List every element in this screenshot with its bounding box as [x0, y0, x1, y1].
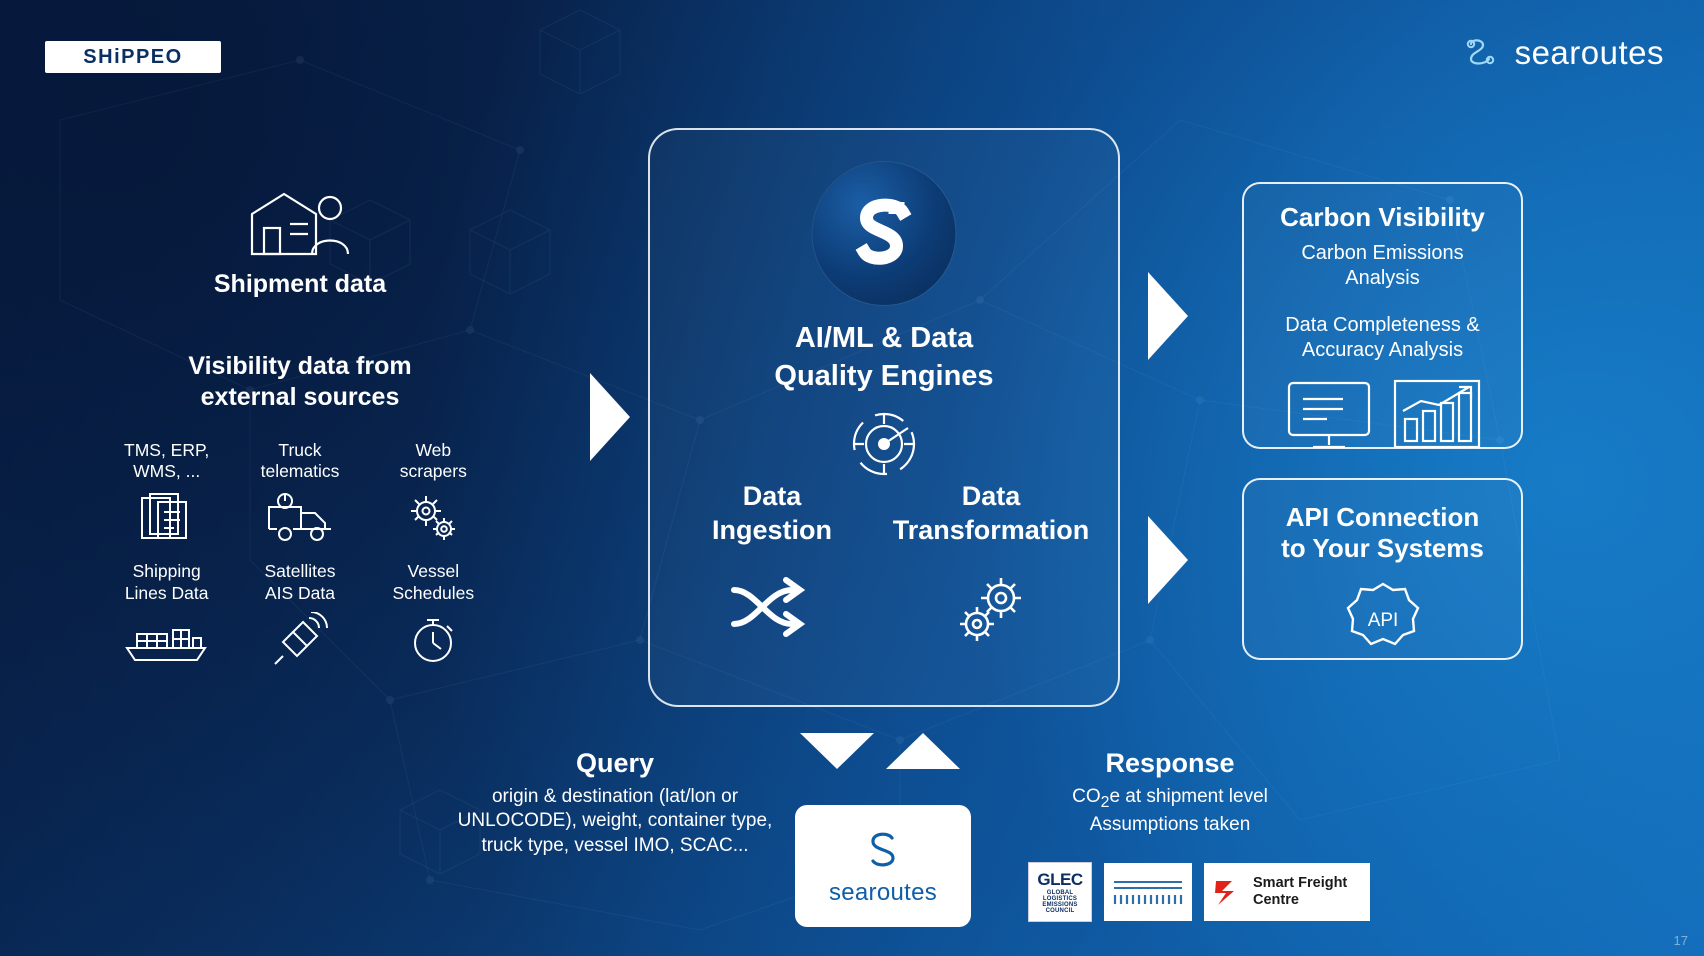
searoutes-service-card [795, 805, 971, 927]
searoutes-logo-text: searoutes [1514, 34, 1664, 71]
documents-icon [102, 487, 232, 549]
data-ingestion-label: Data Ingestion [712, 481, 832, 545]
shippeo-logo-text: SHiPPEO [83, 45, 183, 68]
query-title: Query [575, 748, 655, 778]
source-grid [100, 440, 500, 672]
smart-freight-centre-text: Smart Freight Centre [1253, 875, 1348, 908]
visibility-data-title: Visibility data from external sources [188, 352, 412, 412]
arrow-engine-to-api-connection [1148, 516, 1188, 604]
engine-panel [648, 128, 1120, 707]
gears-icon [876, 574, 1106, 650]
container-ship-icon [102, 609, 232, 671]
arrow-engine-to-carbon-visibility [1148, 272, 1188, 360]
response-body: $CO_2e$ at shipment level Assumptions taken [1072, 786, 1268, 836]
data-sources-column [100, 180, 500, 671]
carbon-visibility-icons [1244, 377, 1521, 451]
gears-icon [368, 487, 498, 549]
glec-badge-title: GLEC [1037, 869, 1083, 889]
source-label: Satellites AIS Data [264, 561, 336, 604]
searoutes-logo [1461, 32, 1664, 74]
source-item-web-scrapers [368, 440, 498, 550]
query-response-funnel [800, 733, 960, 771]
output-card-api-connection[interactable] [1242, 478, 1523, 660]
api-badge-icon [1244, 580, 1521, 658]
searoutes-s-mark [813, 162, 956, 305]
searoutes-mark-icon [861, 825, 905, 875]
glec-badge [1028, 862, 1092, 922]
carbon-visibility-title: Carbon Visibility [1280, 202, 1485, 232]
searoutes-card-text: searoutes [828, 879, 938, 906]
engine-title: AI/ML & Data Quality Engines [774, 322, 994, 392]
monitor-report-icon [1283, 377, 1375, 451]
source-label: Web scrapers [399, 439, 467, 482]
source-item-shipping-lines-data [102, 551, 232, 671]
source-item-tms-erp-wms [102, 440, 232, 550]
shipment-data-title: Shipment data [213, 270, 387, 298]
certification-badges [1028, 862, 1370, 922]
data-ingestion-module [672, 480, 872, 640]
smart-freight-centre-badge [1204, 863, 1370, 921]
source-label: TMS, ERP, WMS, ... [124, 439, 210, 482]
searoutes-mark-icon [1461, 32, 1503, 74]
arrow-sources-to-engine [590, 373, 630, 461]
response-title: Response [1105, 748, 1235, 778]
source-label: Shipping Lines Data [124, 561, 209, 604]
shuffle-arrows-icon [672, 574, 872, 640]
smart-freight-lines-badge [1104, 863, 1192, 921]
shippeo-logo [45, 41, 221, 73]
glec-badge-subtitle: GLOBAL LOGISTICS EMISSIONS COUNCIL [1042, 889, 1078, 914]
query-block [455, 748, 775, 877]
source-item-satellites-ais-data [235, 551, 365, 671]
response-block [1010, 748, 1330, 856]
sfc-mark-icon [1212, 875, 1246, 909]
carbon-visibility-sub-2: Data Completeness & Accuracy Analysis [1285, 314, 1480, 362]
warehouse-user-icon [100, 180, 500, 262]
data-transformation-label: Data Transformation [892, 481, 1090, 545]
page-number: 17 [1673, 933, 1688, 948]
source-label: Truck telematics [260, 439, 340, 482]
bar-chart-growth-icon [1391, 377, 1483, 451]
source-item-truck-telematics [235, 440, 365, 550]
data-transformation-module [876, 480, 1106, 650]
truck-telematics-icon [235, 487, 365, 549]
carbon-visibility-sub-1: Carbon Emissions Analysis [1301, 242, 1464, 290]
svg-text:API: API [1367, 610, 1398, 632]
query-body: origin & destination (lat/lon or UNLOCODE), weight, container type, truck type, vessel IMO, SCAC... [457, 786, 773, 856]
satellite-icon [235, 609, 365, 671]
api-connection-title: API Connection to Your Systems [1281, 502, 1484, 564]
output-card-carbon-visibility[interactable] [1242, 182, 1523, 449]
source-label: Vessel Schedules [392, 561, 475, 604]
radar-target-icon [842, 402, 926, 486]
stopwatch-icon [368, 609, 498, 671]
source-item-vessel-schedules [368, 551, 498, 671]
